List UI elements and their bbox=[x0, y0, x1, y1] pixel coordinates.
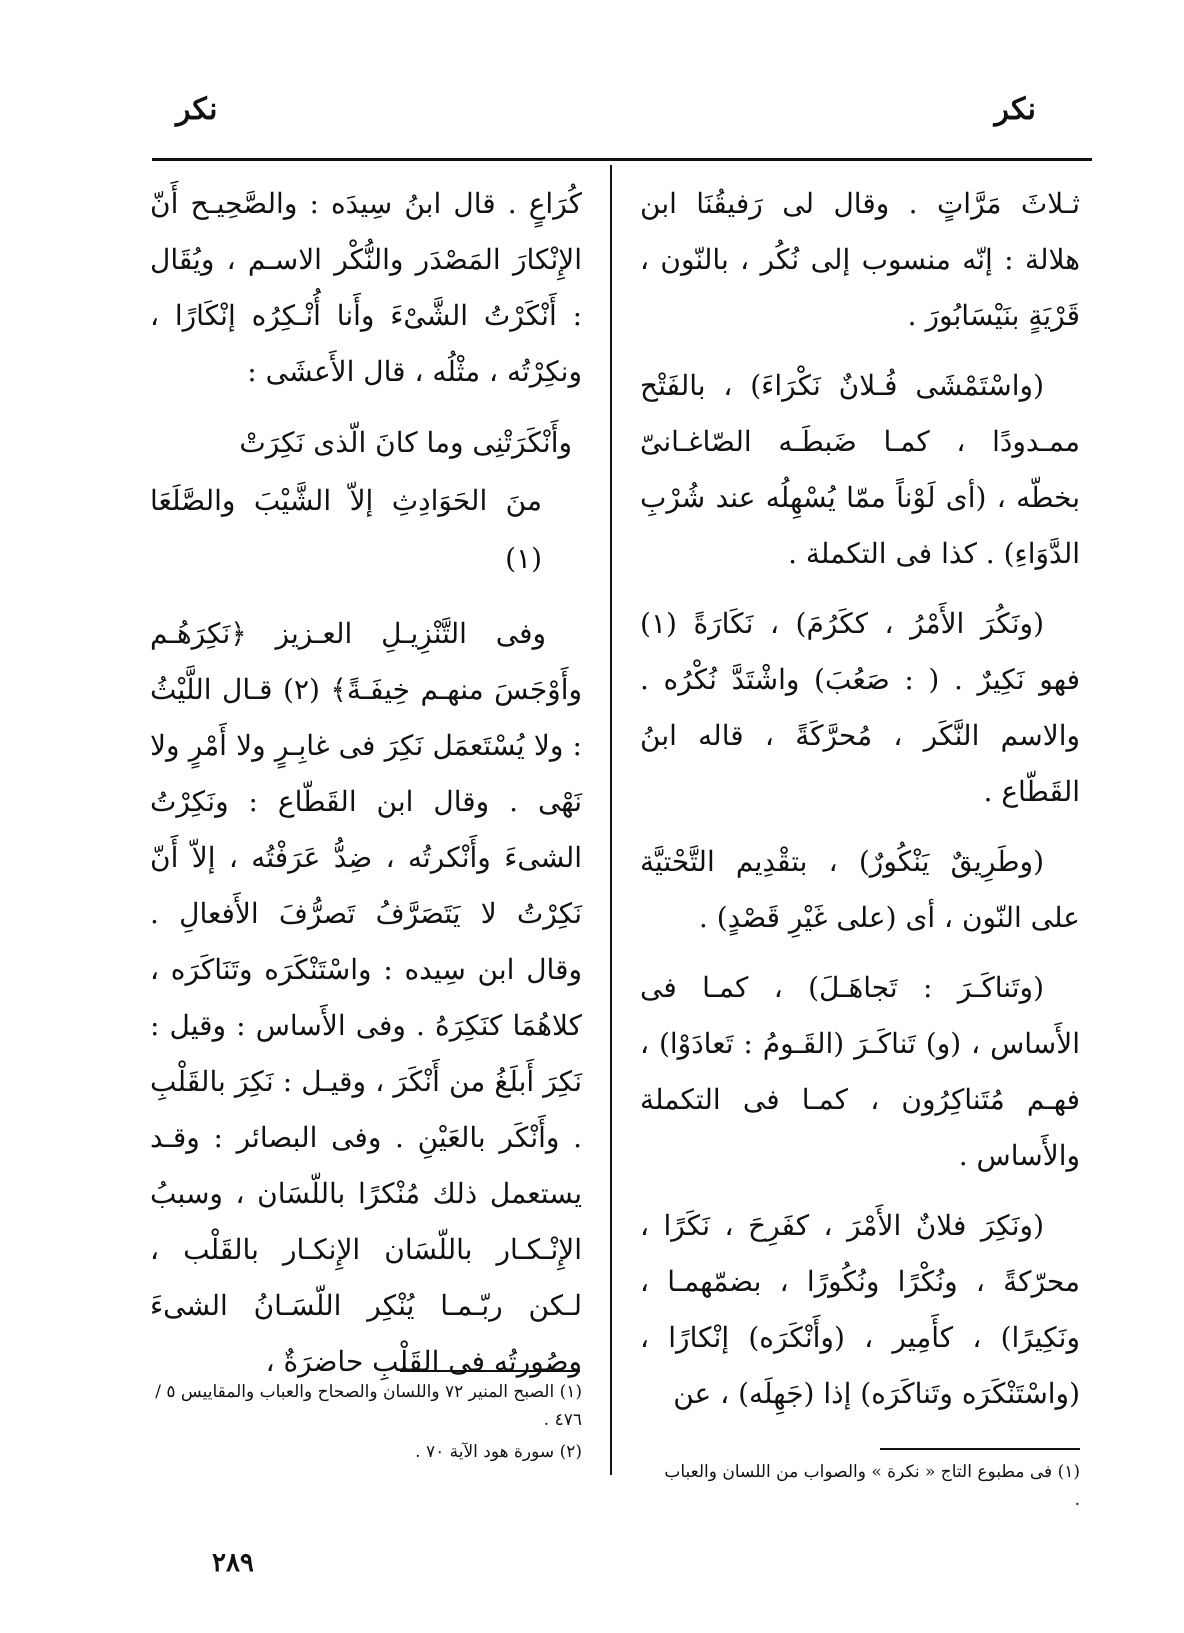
left-paragraph-1: كُرَاعٍ . قال ابنُ سِيدَه : والصَّحِيـح أَنّ الإِنْكارَ المَصْدَر والنُّكْر الاسـم ، ويُقَال : أَنْكَرْتُ الشَّىْءَ وأَنا أُنْـكِرُه إنْكَارًا ، ونكِرْتُه ، مثْلُه ، قال الأَعشَى : bbox=[150, 187, 582, 388]
footnote-rule-right bbox=[880, 1448, 1080, 1450]
running-head-left: نكر bbox=[176, 92, 218, 127]
right-paragraph-2: (واسْتَمْشَى فُـلانٌ نَكْرَاءَ) ، بالفَتْح ممـدودًا ، كمـا ضَبطَـه الصّاغـانىّ بخطّه ، (أى لَوْناً ممّا يُسْهِلُه عند شُرْبِ الدَّوَاءِ) . كذا فى التكملة . bbox=[640, 369, 1080, 570]
footnotes-left bbox=[150, 1378, 582, 1470]
footnotes-right bbox=[660, 1458, 1080, 1518]
footnote-left-1: (١) الصبح المنير ٧٢ واللسان والصحاح والعباب والمقاييس ٥ /٤٧٦ . bbox=[155, 1382, 582, 1430]
running-head-right: نكر bbox=[994, 92, 1036, 127]
verse-line-2: منَ الحَوَادِثِ إلاّ الشَّيْبَ والصَّلَعَا (١) bbox=[150, 484, 542, 575]
left-column bbox=[150, 176, 582, 1404]
header-rule bbox=[152, 158, 1092, 161]
right-paragraph-3: (ونَكُرَ الأَمْرُ ، ككَرُمَ) ، نَكَارَةً (١) فهو نَكِيرٌ . ( : صَعُبَ) واشْتَدَّ نُكْرُه . والاسم النَّكَر ، مُحرَّكَةً ، قاله ابنُ القَطّاع . bbox=[640, 607, 1080, 808]
left-paragraph-2: وفى التَّنْزِيـلِ العـزيز ﴿نَكِرَهُـم وأَوْجَسَ منهـم خِيفَـةً﴾ (٢) قـال اللَّيْثُ : ولا يُسْتَعمَل نَكِرَ فى غابِـرٍ ولا أَمْرٍ ولا نَهْى . وقال ابن القَطّاع : ونَكِرْتُ الشىءَ وأَنْكرتُه ، ضِدُّ عَرَفْتُه ، إلاّ أَنّ نَكِرْتُ لا يَتَصَرَّفُ تَصرُّفَ الأَفعالِ . وقال ابن سِيده : واسْتَنْكَرَه وتَنَاكَرَه ، كلاهُمَا كنَكِرَهُ . وفى الأَساس : وقيل : نَكِرَ أَبلَغُ من أَنْكَرَ ، وقيـل : نَكِرَ بالقَلْبِ . وأَنْكَر بالعَيْنِ . وفى البصائر : وقـد يستعمل ذلك مُنْكرًا باللّسَان ، وسببُ الإِنْـكـار باللّسَان الإِنكـار بالقَلْب ، لـكن ربّـمـا يُنْكِر اللّسَـانُ الشىءَ وصُورتُه فى القَلْبِ حاضرَةٌ ، bbox=[150, 617, 582, 1378]
right-column bbox=[640, 176, 1080, 1436]
right-paragraph-6: (ونَكِرَ فلانٌ الأَمْرَ ، كفَرِحَ ، نَكَرًا ، محرّكةً ، ونُكْرًا ونُكُورًا ، بضمّهمـا ، ونَكِيرًا) ، كأَمِير ، (وأَنْكَرَه) إنْكارًا ، (واسْتَنْكَرَه وتَناكَرَه) إذا (جَهِلَه) ، عن bbox=[640, 1209, 1080, 1410]
right-paragraph-5: (وتَناكَـرَ : تَجاهَـلَ) ، كمـا فى الأَساس ، (و) تَناكَـرَ (القَـومُ : تَعادَوْا) ، فهـم مُتَناكِرُون ، كمـا فى التكملة والأَساس . bbox=[640, 971, 1080, 1172]
verse-line-1: وأَنْكَرَتْنِى وما كانَ الّذى نَكِرَتْ bbox=[239, 426, 572, 459]
footnote-rule-left bbox=[400, 1370, 580, 1372]
column-divider bbox=[610, 165, 612, 1475]
right-paragraph-4: (وطَرِيقٌ يَنْكُورٌ) ، بتقْدِيم التَّحْتيَّة على النّون ، أى (على غَيْرِ قَصْدٍ) . bbox=[640, 845, 1080, 934]
footnote-left-2: (٢) سورة هود الآية ٧٠ . bbox=[415, 1442, 582, 1462]
page-number: ٢٨٩ bbox=[212, 1548, 254, 1578]
right-paragraph-1: ثـلاثَ مَرَّاتٍ . وقال لى رَفيقُنَا ابن هلالة : إنّه منسوب إلى نُكُر ، بالنّون ، قَرْيَةٍ بنَيْسَابُورَ . bbox=[640, 187, 1080, 332]
footnote-right-1: (١) فى مطبوع التاج « نكرة » والصواب من اللسان والعباب . bbox=[664, 1462, 1080, 1510]
